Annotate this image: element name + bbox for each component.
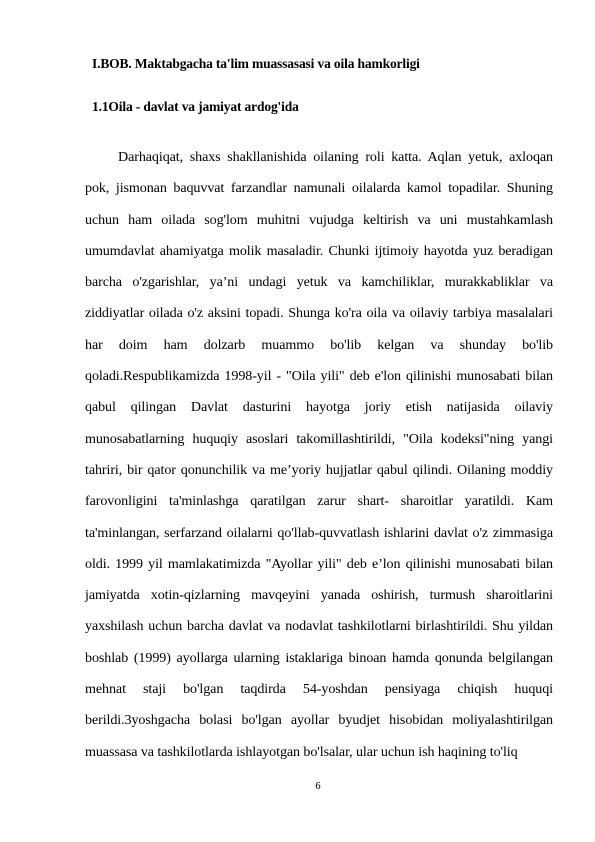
body-paragraph: Darhaqiqat, shaxs shakllanishida oilaning roli katta. Aqlan yetuk, axloqan pok, jismonan baquvvat farzandlar namunali oilalarda kamol topadilar. Shuning uchun ham oilada sog'lom muhitni vujudga keltirish va uni mustahkamlash umumdavlat ahamiyatga molik masaladir. Chunki ijtimoiy hayotda yuz beradigan barcha o'zgarishlar, ya’ni undagi yetuk va kamchiliklar, murakkabliklar va ziddiyatlar oilada o'z aksini topadi. Shunga ko'ra oila va oilaviy tarbiya masalalari har doim ham dolzarb muammo bo'lib kelgan va shunday bo'lib qoladi.Respublikamizda 1998-yil - "Oila yili" deb e'lon qilinishi munosabati bilan qabul qilingan Davlat dasturini hayotga joriy etish natijasida oilaviy munosabatlarning huquqiy asoslari takomillashtirildi, "Oila kodeksi"ning yangi tahriri, bir qator qonunchilik va me’yoriy hujjatlar qabul qilindi. Oilaning moddiy farovonligini ta'minlashga qaratilgan zarur shart- sharoitlar yaratildi. Kam ta'minlangan, serfarzand oilalarni qo'llab-quvvatlash ishlarini davlat o'z zimmasiga oldi. 1999 yil mamlakatimizda "Ayollar yili" deb e’lon qilinishi munosabati bilan jamiyatda xotin-qizlarning mavqeyini yanada oshirish, turmush sharoitlarini yaxshilash uchun barcha davlat va nodavlat tashkilotlarni birlashtirildi. Shu yildan boshlab (1999) ayollarga ularning istaklariga binoan hamda qonunda belgilangan mehnat staji bo'lgan taqdirda 54-yoshdan pensiyaga chiqish huquqi berildi.3yoshgacha bolasi bo'lgan ayollar byudjet hisobidan moliyalashtirilgan muassasa va tashkilotlarda ishlayotgan bo'lsalar, ular uchun ish haqining to'liq	[85, 149, 553, 760]
chapter-title: I.BOB. Maktabgacha ta'lim muassasasi va oila hamkorligi	[92, 56, 420, 71]
section-title: 1.1Oila - davlat va jamiyat ardog'ida	[92, 99, 299, 114]
page-number: 6	[315, 781, 321, 792]
